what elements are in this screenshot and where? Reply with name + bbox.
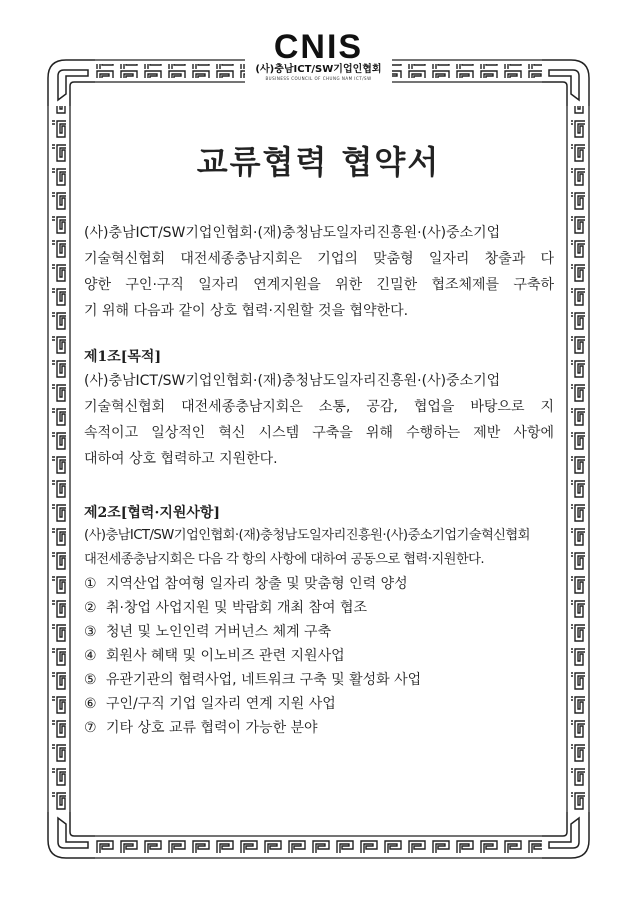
- border-right: [571, 106, 585, 812]
- border-bottom: [95, 840, 542, 854]
- article-1: [84, 346, 554, 472]
- list-item: [84, 620, 554, 644]
- item-number: ④: [84, 648, 97, 664]
- intro-line: 양한 구인·구직 일자리 연계지원을 위한 긴밀한 협조체제를 구축하: [84, 277, 554, 293]
- item-text: 청년 및 노인인력 거버넌스 체계 구축: [106, 624, 332, 640]
- item-number: ⑦: [84, 720, 97, 736]
- document-title: 교류협력 협약서: [196, 143, 441, 181]
- logo-mark: CNIS: [273, 28, 364, 66]
- article-2: [84, 502, 554, 740]
- intro-line: 기술혁신협회 대전세종충남지회은 기업의 맞춤형 일자리 창출과 다: [84, 251, 554, 267]
- item-text: 취·창업 사업지원 및 박람회 개최 참여 협조: [106, 600, 368, 616]
- logo-org-english: BUSINESS COUNCIL OF CHUNG NAM ICT/SW: [265, 76, 372, 81]
- item-number: ②: [84, 600, 97, 616]
- article-1-heading: 제1조[목적]: [84, 349, 162, 365]
- item-number: ③: [84, 624, 97, 640]
- list-item: [84, 668, 554, 692]
- list-item: [84, 716, 554, 740]
- item-text: 기타 상호 교류 협력이 가능한 분야: [106, 720, 318, 736]
- item-number: ⑥: [84, 696, 97, 712]
- list-item: [84, 572, 554, 596]
- item-number: ①: [84, 576, 97, 592]
- list-item: [84, 692, 554, 716]
- article-1-line: 대하여 상호 협력하고 지원한다.: [84, 451, 278, 467]
- item-text: 구인/구직 기업 일자리 연계 지원 사업: [106, 696, 336, 712]
- article-1-line: 기술혁신협회 대전세종충남지회은 소통, 공감, 협업을 바탕으로 지: [84, 399, 554, 415]
- article-1-line: (사)충남ICT/SW기업인협회·(재)충청남도일자리진흥원·(사)중소기업: [84, 373, 501, 389]
- border-left: [52, 106, 66, 812]
- cnis-logo: [0, 30, 637, 82]
- list-item: [84, 644, 554, 668]
- item-number: ⑤: [84, 672, 97, 688]
- item-text: 유관기관의 협력사업, 네트워크 구축 및 활성화 사업: [106, 672, 422, 688]
- article-1-line: 속적이고 일상적인 혁신 시스템 구축을 위해 수행하는 제반 사항에: [84, 425, 554, 441]
- list-item: [84, 596, 554, 620]
- intro-line: 기 위해 다음과 같이 상호 협력·지원할 것을 협약한다.: [84, 303, 409, 319]
- article-2-line: 대전세종충남지회은 다음 각 항의 사항에 대하여 공동으로 협력·지원한다.: [84, 552, 484, 567]
- logo-org-name: (사)충남ICT/SW기업인협회: [255, 64, 382, 75]
- article-2-heading: 제2조[협력·지원사항]: [84, 505, 221, 521]
- item-text: 회원사 혜택 및 이노비즈 관련 지원사업: [106, 648, 345, 664]
- cooperation-item-list: [84, 572, 554, 740]
- intro-paragraph: [84, 220, 554, 324]
- article-2-line: (사)충남ICT/SW기업인협회·(재)충청남도일자리진흥원·(사)중소기업기술혁신협회: [84, 528, 530, 543]
- item-text: 지역산업 참여형 일자리 창출 및 맞춤형 인력 양성: [106, 576, 408, 592]
- intro-line: (사)충남ICT/SW기업인협회·(재)충청남도일자리진흥원·(사)중소기업: [84, 225, 501, 241]
- agreement-body: [84, 220, 554, 740]
